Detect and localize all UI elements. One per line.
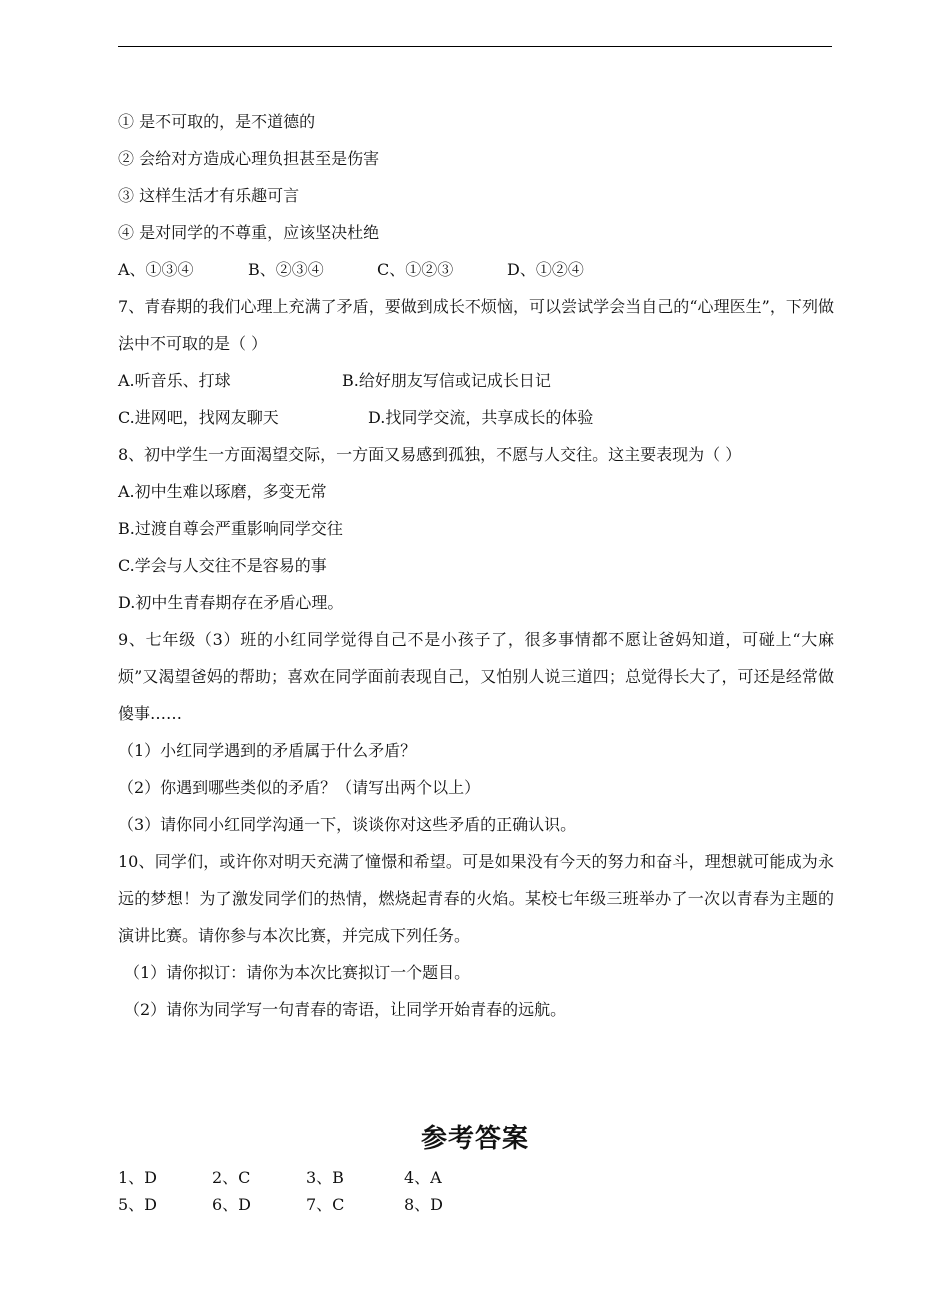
q6-item: ② 会给对方造成心理负担甚至是伤害 [118, 149, 380, 168]
answers-row [118, 1191, 498, 1218]
answer-item: 2、C [212, 1168, 251, 1187]
q9-sub: （3）请你同小红同学沟通一下，谈谈你对这些矛盾的正确认识。 [118, 815, 577, 834]
q8-option-b: B.过渡自尊会严重影响同学交往 [118, 519, 343, 538]
q6-options [118, 251, 834, 288]
q8-option-c: C.学会与人交往不是容易的事 [118, 556, 327, 575]
answer-item: 4、A [404, 1168, 442, 1187]
q7-option-c: C.进网吧，找网友聊天 [118, 408, 279, 427]
q8-option-d: D.初中生青春期存在矛盾心理。 [118, 593, 344, 612]
answer-item: 8、D [404, 1195, 444, 1214]
question-content [118, 103, 834, 1028]
q10-stem: 10、同学们，或许你对明天充满了憧憬和希望。可是如果没有今天的努力和奋斗，理想就可能成为永远的梦想！为了激发同学们的热情，燃烧起青春的火焰。某校七年级三班举办了一次以青春为主题的演讲比赛。请你参与本次比赛，并完成下列任务。 [118, 852, 834, 945]
q7-option-b: B.给好朋友写信或记成长日记 [342, 371, 551, 390]
header-rule [118, 46, 832, 47]
answers-title: 参考答案 [420, 1124, 529, 1154]
q6-item: ① 是不可取的，是不道德的 [118, 112, 316, 131]
answer-item: 3、B [306, 1168, 344, 1187]
q6-option-a: A、①③④ [118, 260, 194, 279]
q9-stem: 9、七年级（3）班的小红同学觉得自己不是小孩子了，很多事情都不愿让爸妈知道，可碰上“大麻烦”又渴望爸妈的帮助；喜欢在同学面前表现自己，又怕别人说三道四；总觉得长大了，可还是经常做傻事…… [118, 630, 834, 723]
answers-row [118, 1164, 498, 1191]
q9-sub: （1）小红同学遇到的矛盾属于什么矛盾？ [118, 741, 417, 760]
answer-item: 7、C [306, 1195, 345, 1214]
answer-item: 5、D [118, 1195, 158, 1214]
q7-stem: 7、青春期的我们心理上充满了矛盾，要做到成长不烦恼，可以尝试学会当自己的“心理医生”，下列做法中不可取的是（ ） [118, 297, 834, 353]
answers-table [118, 1164, 498, 1218]
answer-item: 6、D [212, 1195, 252, 1214]
q6-option-b: B、②③④ [248, 260, 324, 279]
q10-sub: （1）请你拟订：请你为本次比赛拟订一个题目。 [124, 963, 471, 982]
q6-option-d: D、①②④ [507, 260, 584, 279]
answer-item: 1、D [118, 1168, 158, 1187]
q6-option-c: C、①②③ [377, 260, 454, 279]
q10-sub: （2）请你为同学写一句青春的寄语，让同学开始青春的远航。 [124, 1000, 567, 1019]
q8-stem: 8、初中学生一方面渴望交际，一方面又易感到孤独，不愿与人交往。这主要表现为（ ） [118, 445, 742, 464]
q7-options-row1 [118, 362, 834, 399]
q7-option-a: A.听音乐、打球 [118, 371, 231, 390]
q9-sub: （2）你遇到哪些类似的矛盾？（请写出两个以上） [118, 778, 481, 797]
q7-option-d: D.找同学交流，共享成长的体验 [368, 408, 594, 427]
q8-option-a: A.初中生难以琢磨，多变无常 [118, 482, 327, 501]
q6-item: ③ 这样生活才有乐趣可言 [118, 186, 300, 205]
q6-item: ④ 是对同学的不尊重，应该坚决杜绝 [118, 223, 380, 242]
q7-options-row2 [118, 399, 834, 436]
